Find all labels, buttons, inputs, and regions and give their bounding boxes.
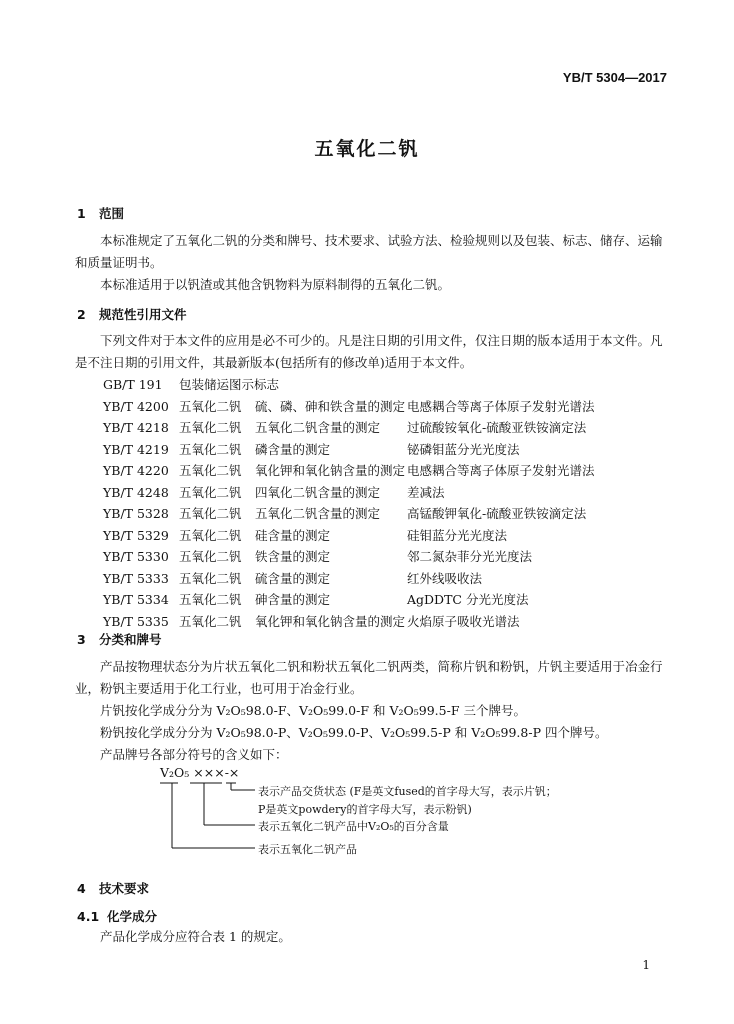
reference-method: 电感耦合等离子体原子发射光谱法 — [407, 463, 595, 478]
reference-code: YB/T 5333 — [103, 570, 169, 586]
reference-code: YB/T 5334 — [103, 592, 169, 607]
reference-code: YB/T 5328 — [103, 506, 169, 521]
label-product: 表示五氧化二钒产品 — [258, 843, 357, 856]
section-title: 范围 — [99, 206, 125, 221]
section-4-1-heading — [77, 907, 157, 925]
reference-item-title: 硫、磷、砷和铁含量的测定 — [255, 398, 406, 414]
reference-name: 五氧化二钒 — [179, 506, 242, 521]
section-3-heading — [77, 630, 162, 648]
section-2-paragraph-1: 下列文件对于本文件的应用是必不可少的。凡是注日期的引用文件，仅注日期的版本适用于本文件。凡是不注日期的引用文件，其最新版本(包括所有的修改单)适用于本文件。 — [75, 333, 663, 370]
section-3-paragraph-4: 产品牌号各部分符号的含义如下： — [100, 747, 288, 762]
page-title: 五氧化二钒 — [314, 138, 420, 160]
reference-code: YB/T 4220 — [103, 463, 169, 478]
reference-item-title: 五氧化二钒含量的测定 — [255, 420, 381, 435]
label-delivery-state: 表示产品交货状态 (F是英文fused的首字母大写，表示片钒； — [258, 785, 557, 798]
reference-item-title: 砷含量的测定 — [255, 592, 331, 607]
reference-name: 五氧化二钒 — [179, 527, 242, 543]
reference-name: 五氧化二钒 — [179, 398, 242, 414]
standard-number: YB/T 5304—2017 — [562, 70, 667, 85]
reference-code: YB/T 5329 — [103, 527, 169, 543]
reference-code: YB/T 4218 — [103, 420, 169, 435]
grade-code-connector-lines — [150, 780, 260, 860]
section-3-paragraph-3: 粉钒按化学成分分为 V₂O₅98.0-P、V₂O₅99.0-P、V₂O₅99.5-P 和 V₂O₅99.8-P 四个牌号。 — [100, 725, 608, 740]
reference-method: 红外线吸收法 — [407, 570, 483, 586]
reference-code: YB/T 5335 — [103, 613, 169, 629]
reference-item — [103, 589, 528, 611]
reference-item — [103, 611, 520, 633]
reference-item — [103, 546, 532, 568]
reference-name: 五氧化二钒 — [179, 484, 242, 500]
reference-method: AgDDTC 分光光度法 — [407, 592, 529, 607]
reference-name: 包装储运图示标志 — [179, 377, 280, 392]
section-title: 分类和牌号 — [99, 632, 162, 647]
reference-item — [103, 568, 482, 590]
reference-method: 铋磷钼蓝分光光度法 — [407, 441, 520, 457]
reference-item — [103, 525, 507, 547]
section-4-heading — [77, 879, 149, 897]
section-number: 2 — [77, 307, 86, 322]
reference-item — [103, 374, 407, 396]
reference-method: 高锰酸钾氧化-硫酸亚铁铵滴定法 — [407, 506, 587, 521]
section-2-heading — [77, 305, 187, 323]
reference-item-title: 铁含量的测定 — [255, 549, 331, 564]
grade-code: V₂O₅ ×××-× — [160, 765, 240, 780]
section-number: 4 — [77, 881, 86, 896]
section-number: 3 — [77, 632, 86, 647]
section-number: 4.1 — [77, 909, 100, 924]
reference-item — [103, 460, 595, 482]
reference-name: 五氧化二钒 — [179, 463, 242, 478]
reference-name: 五氧化二钒 — [179, 549, 242, 564]
reference-name: 五氧化二钒 — [179, 420, 242, 435]
reference-item-title: 氧化钾和氧化钠含量的测定 — [255, 463, 406, 478]
section-3-paragraph-1: 产品按物理状态分为片状五氧化二钒和粉状五氧化二钒两类，简称片钒和粉钒，片钒主要适用于冶金行业，粉钒主要适用于化工行业，也可用于冶金行业。 — [75, 659, 663, 696]
section-number: 1 — [77, 206, 86, 221]
reference-item-title: 硅含量的测定 — [255, 527, 331, 543]
reference-item-title: 五氧化二钒含量的测定 — [255, 506, 381, 521]
label-percent-content: 表示五氧化二钒产品中V₂O₅的百分含量 — [258, 820, 449, 833]
reference-item — [103, 396, 595, 418]
section-1-paragraph-2: 本标准适用于以钒渣或其他含钒物料为原料制得的五氧化二钒。 — [100, 277, 451, 292]
reference-item — [103, 503, 586, 525]
reference-name: 五氧化二钒 — [179, 441, 242, 457]
reference-method: 火焰原子吸收光谱法 — [407, 613, 520, 629]
reference-item — [103, 439, 520, 461]
reference-method: 电感耦合等离子体原子发射光谱法 — [407, 398, 595, 414]
page-number: 1 — [642, 958, 650, 972]
reference-code: YB/T 4200 — [103, 398, 169, 414]
reference-code: GB/T 191 — [103, 377, 163, 392]
reference-item-title: 氧化钾和氧化钠含量的测定 — [255, 613, 406, 629]
section-1-heading — [77, 204, 124, 222]
section-title: 化学成分 — [107, 909, 158, 924]
section-title: 技术要求 — [99, 881, 150, 896]
reference-code: YB/T 4219 — [103, 441, 169, 457]
reference-code: YB/T 4248 — [103, 484, 169, 500]
section-4-1-paragraph-1: 产品化学成分应符合表 1 的规定。 — [100, 929, 291, 944]
reference-item-title: 硫含量的测定 — [255, 570, 331, 586]
reference-method: 差减法 — [407, 484, 445, 500]
label-delivery-state-cont: P是英文powdery的首字母大写，表示粉钒) — [258, 803, 472, 816]
reference-item — [103, 482, 445, 504]
reference-name: 五氧化二钒 — [179, 592, 242, 607]
reference-name: 五氧化二钒 — [179, 613, 242, 629]
reference-item — [103, 417, 586, 439]
section-3-paragraph-2: 片钒按化学成分分为 V₂O₅98.0-F、V₂O₅99.0-F 和 V₂O₅99.5-F 三个牌号。 — [100, 703, 526, 718]
reference-method: 硅钼蓝分光光度法 — [407, 527, 508, 543]
reference-method: 过硫酸铵氧化-硫酸亚铁铵滴定法 — [407, 420, 587, 435]
reference-name: 五氧化二钒 — [179, 570, 242, 586]
reference-method: 邻二氮杂菲分光光度法 — [407, 549, 533, 564]
reference-code: YB/T 5330 — [103, 549, 169, 564]
section-title: 规范性引用文件 — [99, 307, 187, 322]
section-1-paragraph-1: 本标准规定了五氧化二钒的分类和牌号、技术要求、试验方法、检验规则以及包装、标志、储存、运输和质量证明书。 — [75, 233, 663, 270]
reference-item-title: 磷含量的测定 — [255, 441, 331, 457]
reference-item-title: 四氧化二钒含量的测定 — [255, 484, 381, 500]
